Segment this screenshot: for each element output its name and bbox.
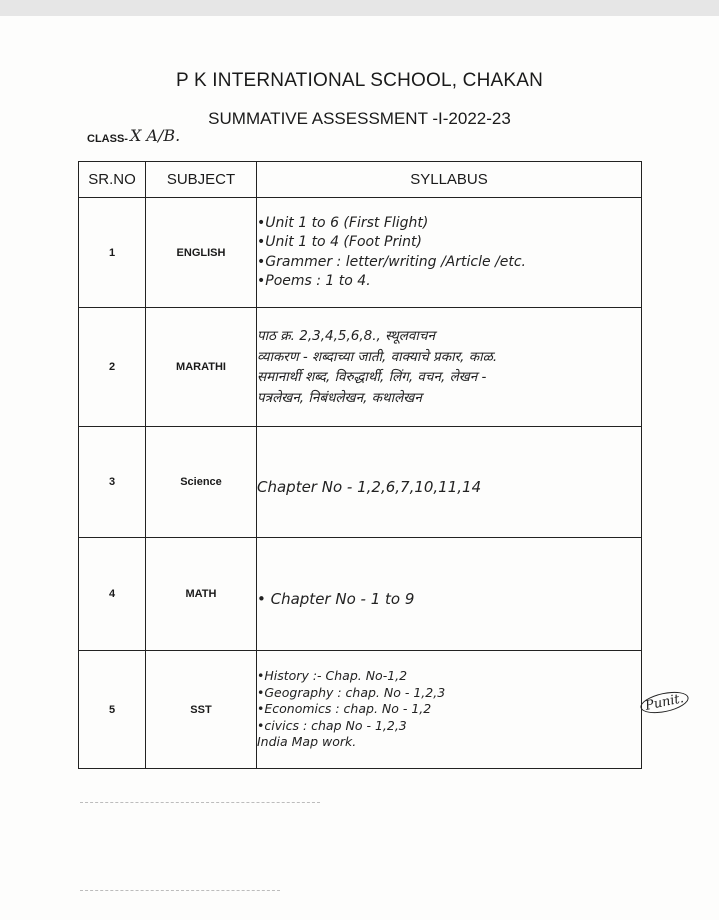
class-line bbox=[87, 121, 180, 145]
row-srno: 3 bbox=[79, 427, 146, 538]
column-header-subject: SUBJECT bbox=[146, 162, 257, 198]
row-subject: MATH bbox=[146, 538, 257, 651]
syllabus-line: व्याकरण - शब्दाच्या जाती, वाक्याचे प्रकार, काळ. bbox=[257, 348, 498, 365]
syllabus-line: India Map work. bbox=[257, 734, 357, 750]
table-row-science bbox=[79, 427, 642, 538]
syllabus-line: पत्रलेखन, निबंधलेखन, कथालेखन bbox=[257, 389, 422, 406]
faint-ruled-line bbox=[80, 890, 280, 891]
table-header-row bbox=[79, 162, 642, 198]
syllabus-line: •Economics : chap. No - 1,2 bbox=[257, 701, 432, 717]
table-row-english bbox=[79, 198, 642, 308]
row-srno: 1 bbox=[79, 198, 146, 308]
syllabus-line: • Chapter No - 1 to 9 bbox=[257, 590, 415, 609]
table-row-marathi bbox=[79, 308, 642, 427]
row-subject: MARATHI bbox=[146, 308, 257, 427]
column-header-srno: SR.NO bbox=[79, 162, 146, 198]
syllabus-line: •Geography : chap. No - 1,2,3 bbox=[257, 684, 446, 700]
exam-title: SUMMATIVE ASSESSMENT -I-2022-23 bbox=[208, 109, 511, 128]
column-header-syllabus: SYLLABUS bbox=[257, 162, 642, 198]
syllabus-table bbox=[78, 161, 642, 769]
row-srno: 5 bbox=[79, 651, 146, 769]
row-subject: Science bbox=[146, 427, 257, 538]
row-subject: SST bbox=[146, 651, 257, 769]
scan-top-edge bbox=[0, 0, 719, 16]
row-srno: 2 bbox=[79, 308, 146, 427]
class-value: X A/B. bbox=[129, 126, 181, 145]
syllabus-line: •Unit 1 to 4 (Foot Print) bbox=[257, 234, 422, 250]
row-syllabus bbox=[257, 651, 642, 769]
row-syllabus bbox=[257, 538, 642, 651]
row-syllabus bbox=[257, 308, 642, 427]
table-row-math bbox=[79, 538, 642, 651]
row-syllabus bbox=[257, 427, 642, 538]
syllabus-line: •History :- Chap. No-1,2 bbox=[257, 668, 408, 684]
syllabus-line: समानार्थी शब्द, विरुद्धार्थी, लिंग, वचन, लेखन - bbox=[257, 369, 487, 385]
syllabus-line: •Unit 1 to 6 (First Flight) bbox=[257, 214, 429, 231]
syllabus-line: •Poems : 1 to 4. bbox=[257, 273, 371, 289]
row-srno: 4 bbox=[79, 538, 146, 651]
row-subject: ENGLISH bbox=[146, 198, 257, 308]
syllabus-line: Chapter No - 1,2,6,7,10,11,14 bbox=[257, 478, 482, 497]
faint-ruled-line bbox=[80, 802, 320, 803]
teacher-signature: Punit. bbox=[639, 688, 691, 717]
school-name: P K INTERNATIONAL SCHOOL, CHAKAN bbox=[175, 70, 544, 91]
syllabus-line: पाठ क्र. 2,3,4,5,6,8., स्थूलवाचन bbox=[257, 328, 435, 344]
row-syllabus bbox=[257, 198, 642, 308]
table-row-sst bbox=[79, 651, 642, 769]
syllabus-line: •civics : chap No - 1,2,3 bbox=[257, 717, 407, 733]
syllabus-line: •Grammer : letter/writing /Article /etc. bbox=[257, 253, 527, 270]
class-label: CLASS- bbox=[87, 133, 128, 145]
